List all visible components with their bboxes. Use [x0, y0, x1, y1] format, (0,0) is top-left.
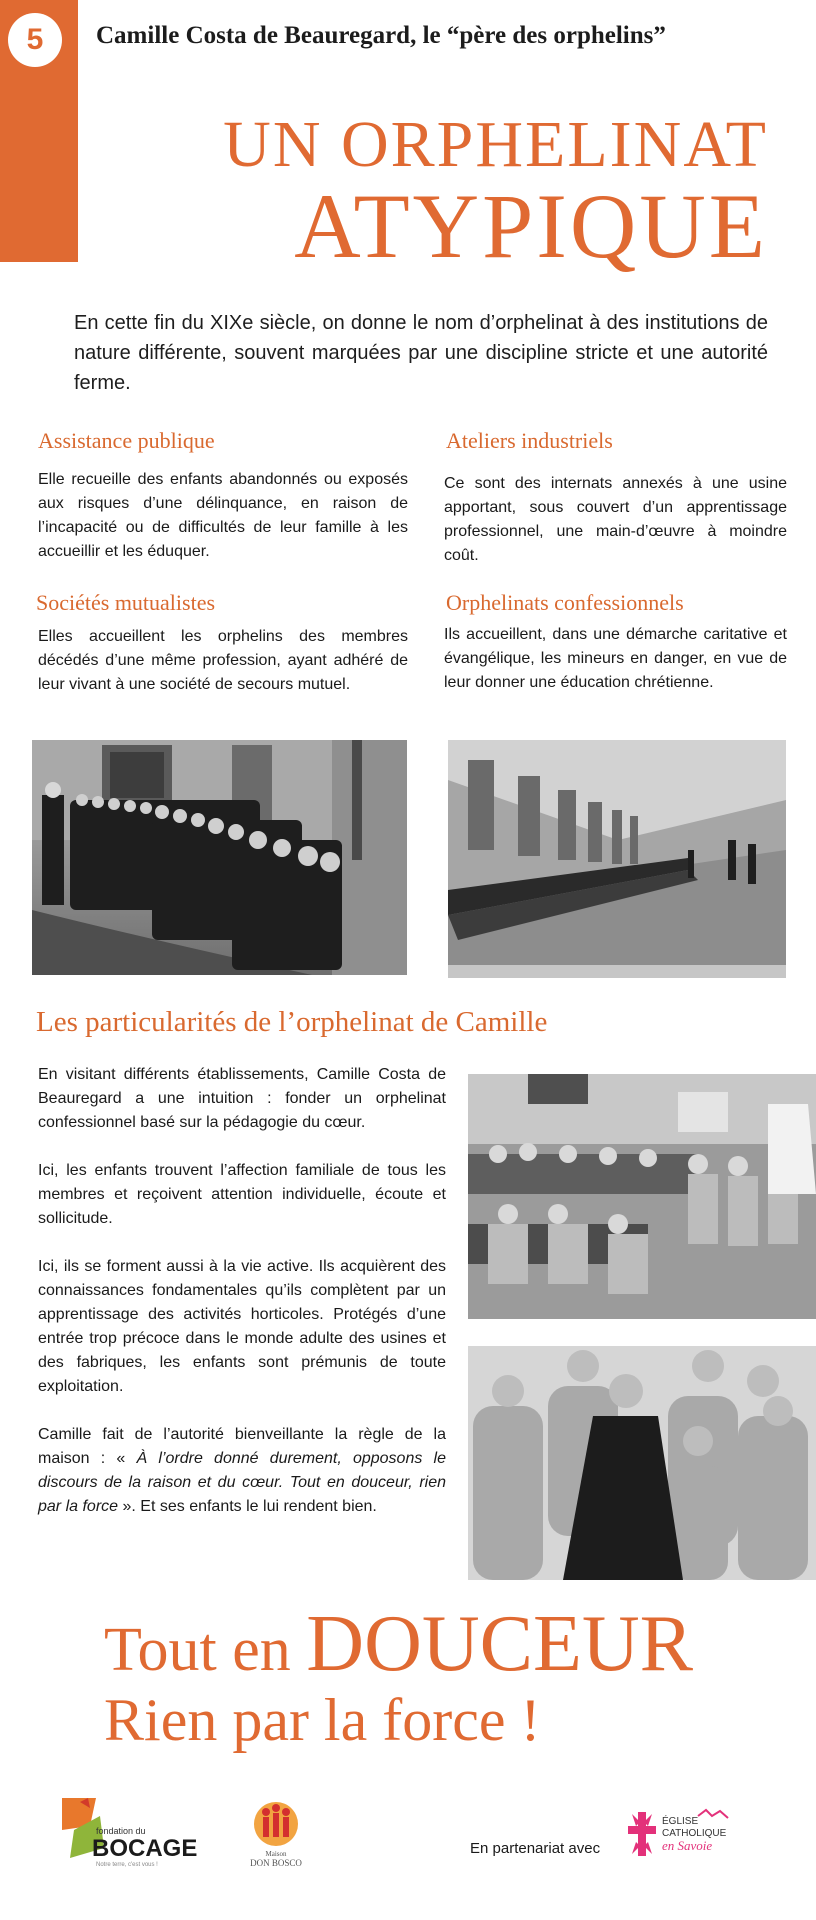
- fondation-bocage-logo: [60, 1796, 208, 1868]
- heading-confessionnels: Orphelinats confessionnels: [446, 590, 684, 615]
- p4-start: Camille fait de l’autorité bienveillante la règle de la maison : «: [38, 1426, 446, 1467]
- panel-number-badge: 5: [8, 13, 62, 67]
- particularites-body: [38, 1063, 446, 1543]
- header-title: Camille Costa de Beauregard, le “père des orphelins”: [96, 22, 666, 49]
- intro-paragraph: En cette fin du XIXe siècle, on donne le nom d’orphelinat à des institutions de nature différente, souvent marquées par une discipline stricte et une autorité ferme.: [74, 312, 768, 394]
- photo-group-portrait: [468, 1346, 816, 1580]
- slogan-line1: [104, 1600, 693, 1688]
- don-bosco-logo: [244, 1800, 308, 1868]
- photo-refectory: [448, 740, 786, 978]
- eglise-line3: en Savoie: [662, 1838, 713, 1853]
- slogan-line2: Rien par la force !: [104, 1687, 541, 1753]
- photo-children-line: [32, 740, 407, 975]
- particularites-p3: Ici, ils se forment aussi à la vie active. Ils acquièrent des connaissances fondamentales qu’ils complètent par un apprentissage des activités horticoles. Protégés d’une entrée trop précoce dans le monde adulte des usines et des fabriques, les enfants sont prémunis de toute exploitation.: [38, 1258, 446, 1395]
- main-title-line1: UN ORPHELINAT: [223, 108, 768, 181]
- text-confessionnels: Ils accueillent, dans une démarche caritative et évangélique, les mineurs en danger, en vue de leur donner une éducation chrétienne.: [444, 626, 787, 691]
- slogan-part-a: Tout en: [104, 1616, 307, 1684]
- p4-quote: À l’ordre donné durement, opposons le discours de la raison et du cœur. Tout en douceur, rien par la force: [38, 1450, 446, 1515]
- photo-classroom: [468, 1074, 816, 1319]
- donbosco-name-text: DON BOSCO: [250, 1858, 302, 1868]
- heading-assistance: Assistance publique: [38, 428, 215, 453]
- bocage-name-text: BOCAGE: [92, 1835, 198, 1862]
- donbosco-small-text: Maison: [265, 1850, 287, 1858]
- bocage-small-text: fondation du: [96, 1826, 146, 1836]
- eglise-line1: ÉGLISE: [662, 1816, 699, 1827]
- eglise-savoie-logo: [628, 1808, 746, 1860]
- heading-ateliers: Ateliers industriels: [446, 428, 613, 453]
- particularites-p2: Ici, les enfants trouvent l’affection familiale de tous les membres et reçoivent attention individuelle, écoute et sollicitude.: [38, 1162, 446, 1227]
- text-assistance: Elle recueille des enfants abandonnés ou exposés aux risques d’une délinquance, en raison de l’incapacité ou de difficultés de leur famille à les accueillir et les éduquer.: [38, 471, 408, 560]
- partner-text: En partenariat avec: [470, 1840, 601, 1857]
- main-title-line2: ATYPIQUE: [294, 175, 768, 277]
- text-ateliers: Ce sont des internats annexés à une usine apportant, sous couvert d’un apprentissage professionnel, une main-d’œuvre à moindre coût.: [444, 475, 787, 564]
- particularites-p4: [38, 1423, 446, 1519]
- slogan-part-b: DOUCEUR: [306, 1600, 693, 1688]
- p4-end: ». Et ses enfants le lui rendent bien.: [118, 1498, 377, 1515]
- eglise-line2: CATHOLIQUE: [662, 1828, 727, 1839]
- text-societes: Elles accueillent les orphelins des membres décédés d’une même profession, ayant adhéré de leur vivant à une société de secours mutuel.: [38, 628, 408, 693]
- particularites-heading: Les particularités de l’orphelinat de Camille: [36, 1006, 548, 1038]
- particularites-p1: En visitant différents établissements, Camille Costa de Beauregard a une intuition : fonder un orphelinat confessionnel basé sur la pédagogie du cœur.: [38, 1066, 446, 1131]
- bocage-tagline-text: Notre terre, c'est vous !: [96, 1862, 158, 1868]
- heading-societes: Sociétés mutualistes: [36, 590, 216, 615]
